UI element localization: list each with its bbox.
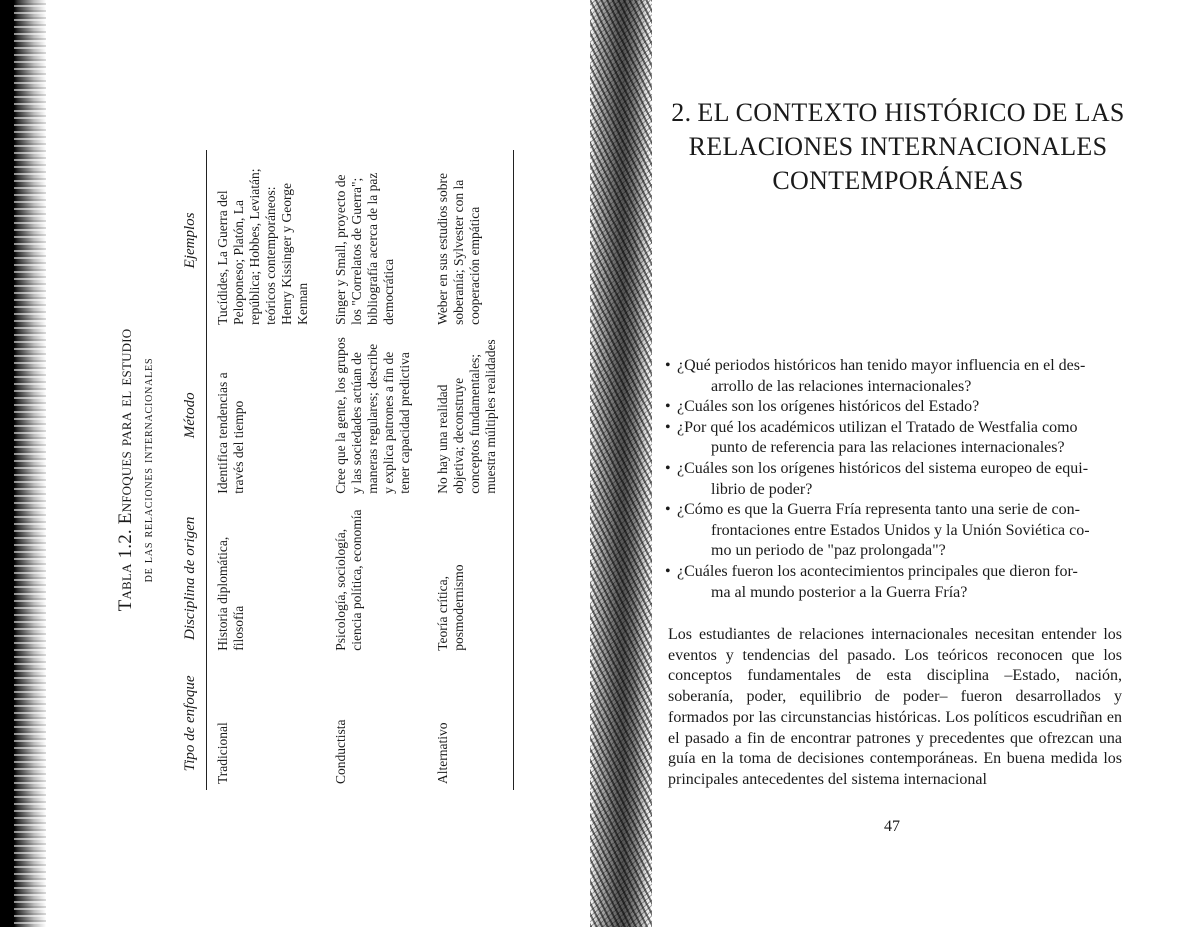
list-item xyxy=(665,500,1125,562)
cell-tipo: Alternativo xyxy=(427,657,514,790)
scan-left-edge xyxy=(0,0,46,927)
cell-metodo: No hay una realidad objetiva; deconstruye conceptos fundamentales; muestra múltiples realidades xyxy=(427,331,514,500)
question-line1: ¿Cuáles fueron los acontecimientos principales que dieron for- xyxy=(677,562,1078,580)
chapter-number: 2. xyxy=(671,98,692,127)
list-item xyxy=(665,418,1125,459)
bullet-icon: • xyxy=(665,562,671,580)
list-item xyxy=(665,459,1125,500)
question-line1: ¿Qué periodos históricos han tenido mayor influencia en el des- xyxy=(677,357,1086,374)
cell-disciplina: Historia diplomática, filosofía xyxy=(215,536,246,651)
question-line2: librio de poder? xyxy=(711,480,813,498)
header-metodo: Método xyxy=(178,331,207,500)
header-tipo: Tipo de enfoque xyxy=(178,657,207,790)
question-line1: ¿Por qué los académicos utilizan el Tratado de Westfalia como xyxy=(677,418,1078,436)
cell-tipo: Tradicional xyxy=(215,722,230,784)
table-caption-line1: Tabla 1.2. Enfoques para el estudio xyxy=(115,328,136,612)
question-line1: ¿Cómo es que la Guerra Fría representa tanto una serie de con- xyxy=(677,501,1080,519)
approaches-table xyxy=(178,150,514,790)
question-line2: punto de referencia para las relaciones internacionales? xyxy=(711,439,1065,457)
cell-tipo: Conductista xyxy=(333,719,348,784)
table-row xyxy=(427,150,514,790)
cell-metodo: Identifica tendencias a través del tiempo xyxy=(215,372,246,494)
body-paragraph: Los estudiantes de relaciones internacionales necesitan entender los eventos y tendencias del pasado. Los teóricos reconocen que los conceptos fundamentales de esta disciplina –Estado, nación, soberanía, poder, equilibrio de poder– fueron desarrollados y formados por las circunstancias históricas. Los políticos escudriñan en el pasado a fin de encontrar patrones y precedentes que ofrezcan una guía en la toma de decisiones contemporáneas. En buena medida los principales antecedentes del sistema internacional xyxy=(668,626,1122,788)
bullet-icon: • xyxy=(665,418,671,436)
header-disciplina: Disciplina de origen xyxy=(178,500,207,657)
cell-ejemplos: Singer y Small, proyecto de los "Correlatos de Guerra"; bibliografía acerca de la paz democrática xyxy=(333,172,396,325)
question-line2: arrollo de las relaciones internacionales? xyxy=(711,377,972,395)
table-row xyxy=(207,150,326,790)
rotated-table-frame xyxy=(100,150,600,790)
heading-line1-text: EL CONTEXTO HISTÓRICO DE LAS xyxy=(697,98,1125,127)
question-line2: frontaciones entre Estados Unidos y la Unión Soviética co- xyxy=(711,521,1090,539)
table-caption xyxy=(114,150,160,790)
page-number: 47 xyxy=(884,818,900,835)
header-ejemplos: Ejemplos xyxy=(178,150,207,331)
bullet-icon: • xyxy=(665,398,671,416)
cell-disciplina: Psicología, sociología, ciencia política, economía xyxy=(333,509,364,651)
question-line1: ¿Cuáles son los orígenes históricos del sistema europeo de equi- xyxy=(677,459,1089,477)
heading-line2: RELACIONES INTERNACIONALES xyxy=(688,132,1108,161)
cell-metodo: Cree que la gente, los grupos y las sociedades actúan de maneras regulares; describe y explica patrones a fin de tener capacidad predictiva xyxy=(333,337,412,494)
question-line2: ma al mundo posterior a la Guerra Fría? xyxy=(711,583,968,601)
bullet-icon: • xyxy=(665,501,671,519)
bullet-icon: • xyxy=(665,357,671,374)
cell-disciplina: Teoría crítica, posmodernismo xyxy=(427,500,514,657)
heading-line3: CONTEMPORÁNEAS xyxy=(772,166,1024,195)
cell-ejemplos: Weber en sus estudios sobre soberanía; Sylvester con la cooperación empática xyxy=(427,150,514,331)
table-header-row xyxy=(178,150,207,790)
heading-line1 xyxy=(668,96,1128,130)
bullet-icon: • xyxy=(665,459,671,477)
chapter-heading xyxy=(668,96,1128,198)
table-row xyxy=(325,150,427,790)
cell-ejemplos: Tucídides, La Guerra del Peloponeso; Platón, La república; Hobbes, Leviatán; teóricos contemporáneos: Henry Kissinger y George Kennan xyxy=(215,168,310,325)
list-item xyxy=(665,356,1125,397)
list-item xyxy=(665,562,1125,603)
list-item xyxy=(665,397,1125,418)
question-line3: mo un periodo de "paz prolongada"? xyxy=(711,542,946,560)
guiding-questions-list xyxy=(665,356,1125,603)
table-caption-line2: de las relaciones internacionales xyxy=(141,357,156,583)
table-approaches xyxy=(100,150,580,790)
question-line1: ¿Cuáles son los orígenes históricos del Estado? xyxy=(677,398,980,416)
